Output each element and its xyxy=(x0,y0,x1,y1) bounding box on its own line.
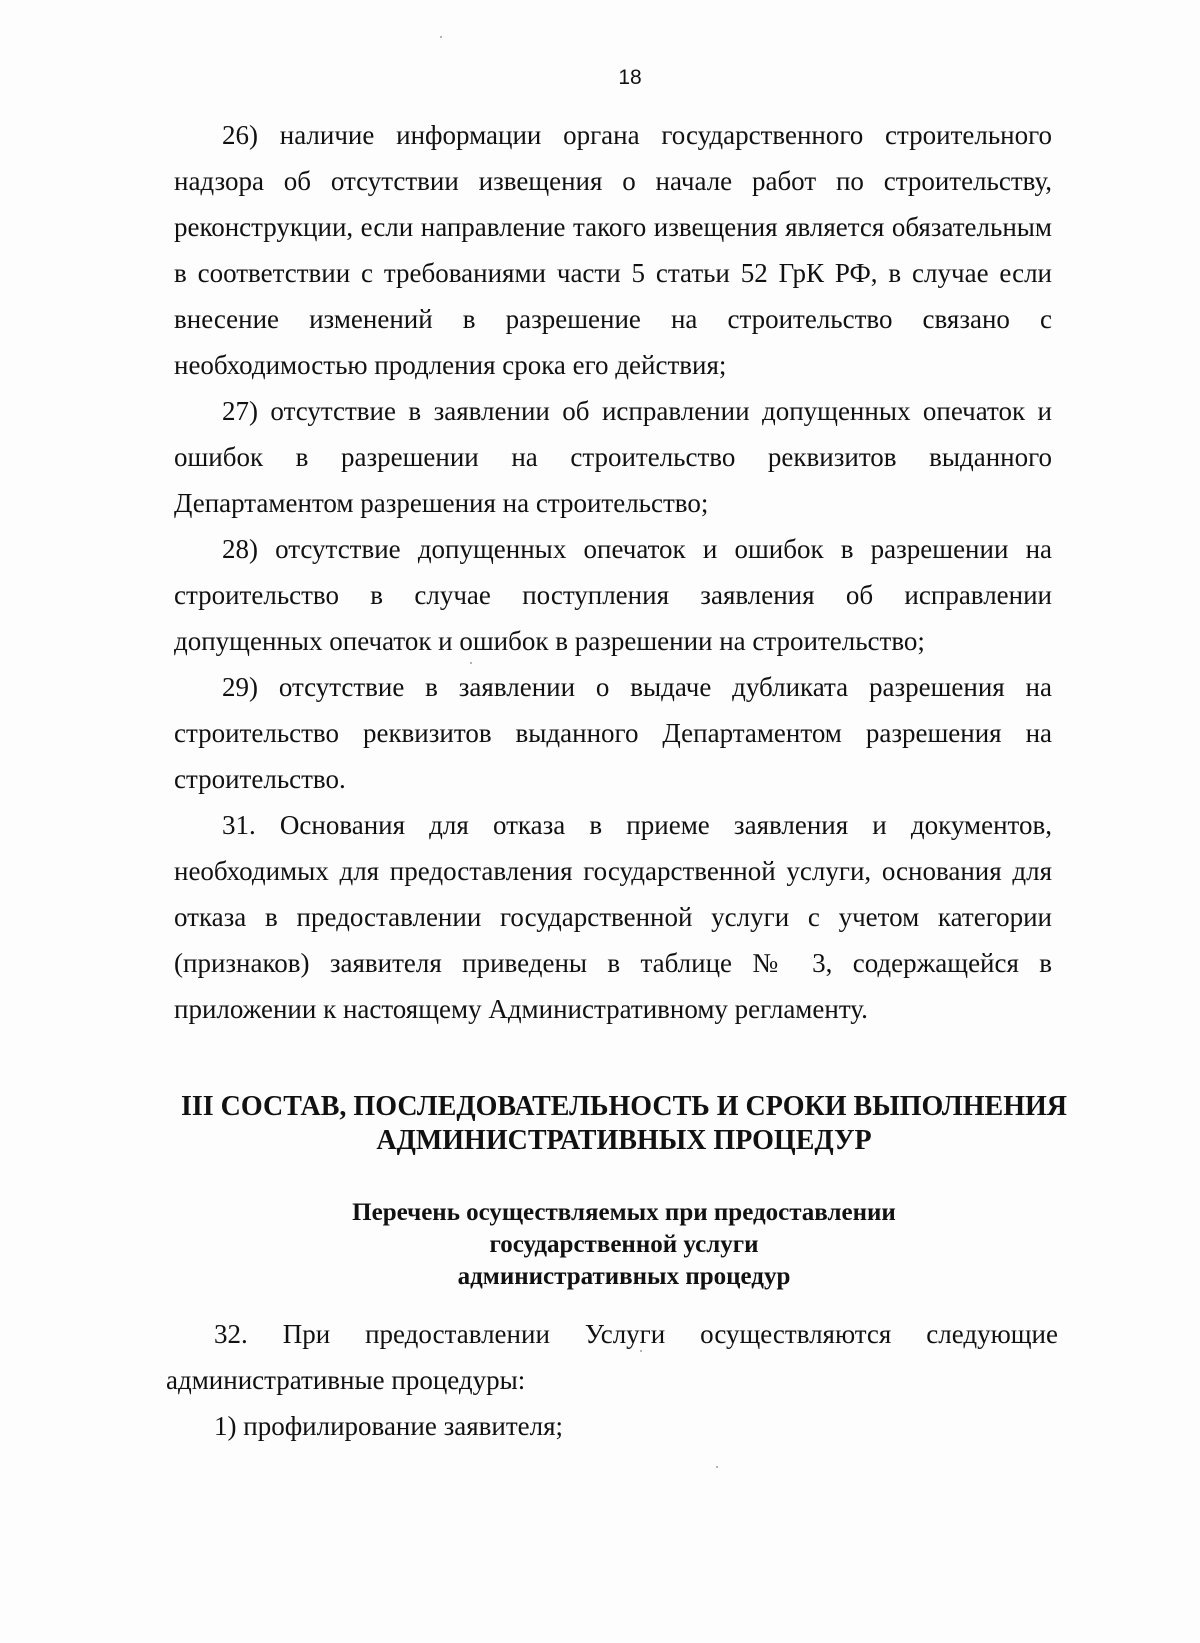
list-item-1: 1) профилирование заявителя; xyxy=(214,1411,564,1441)
scan-speck xyxy=(440,36,442,38)
subsection-heading-line-1: Перечень осуществляемых при предоставлении xyxy=(352,1199,896,1226)
subsection-heading-line-3: административных процедур xyxy=(457,1263,791,1290)
paragraph-32: 32. При предоставлении Услуги осуществляются следующие административные процедуры: xyxy=(166,1319,1058,1395)
paragraph-item-28: 28) отсутствие допущенных опечаток и ошибок в разрешении на строительство в случае поступления заявления об исправлении допущенных опечаток и ошибок в разрешении на строительство; xyxy=(174,534,1052,656)
subsection-heading xyxy=(174,1197,1074,1293)
section-heading-line-2: АДМИНИСТРАТИВНЫХ ПРОЦЕДУР xyxy=(376,1125,872,1156)
scan-speck xyxy=(470,662,472,664)
scan-speck xyxy=(640,1350,642,1352)
page-number: 18 xyxy=(618,66,642,89)
paragraph-item-29: 29) отсутствие в заявлении о выдаче дубликата разрешения на строительство реквизитов выданного Департаментом разрешения на строительство. xyxy=(174,672,1052,794)
subsection-heading-line-2: государственной услуги xyxy=(489,1231,759,1258)
paragraph-item-26: 26) наличие информации органа государственного строительного надзора об отсутствии извещения о начале работ по строительству, реконструкции, если направление такого извещения является обязательным в соответствии с требованиями части 5 статьи 52 ГрК РФ, в случае если внесение изменений в разрешение на строительство связано с необходимостью продления срока его действия; xyxy=(174,120,1052,380)
paragraph-item-27: 27) отсутствие в заявлении об исправлении допущенных опечаток и ошибок в разрешении на строительство реквизитов выданного Департаментом разрешения на строительство; xyxy=(174,396,1052,518)
paragraph-block-criteria xyxy=(174,112,1052,1032)
paragraph-block-procedures xyxy=(166,1311,1058,1449)
scan-speck xyxy=(716,1466,718,1468)
paragraph-31: 31. Основания для отказа в приеме заявления и документов, необходимых для предоставления государственной услуги, основания для отказа в предоставлении государственной услуги с учетом категории (признаков) заявителя приведены в таблице № 3, содержащейся в приложении к настоящему Административному регламенту. xyxy=(174,810,1052,1024)
section-heading xyxy=(174,1090,1074,1158)
section-heading-line-1: III СОСТАВ, ПОСЛЕДОВАТЕЛЬНОСТЬ И СРОКИ ВЫПОЛНЕНИЯ xyxy=(180,1091,1067,1122)
